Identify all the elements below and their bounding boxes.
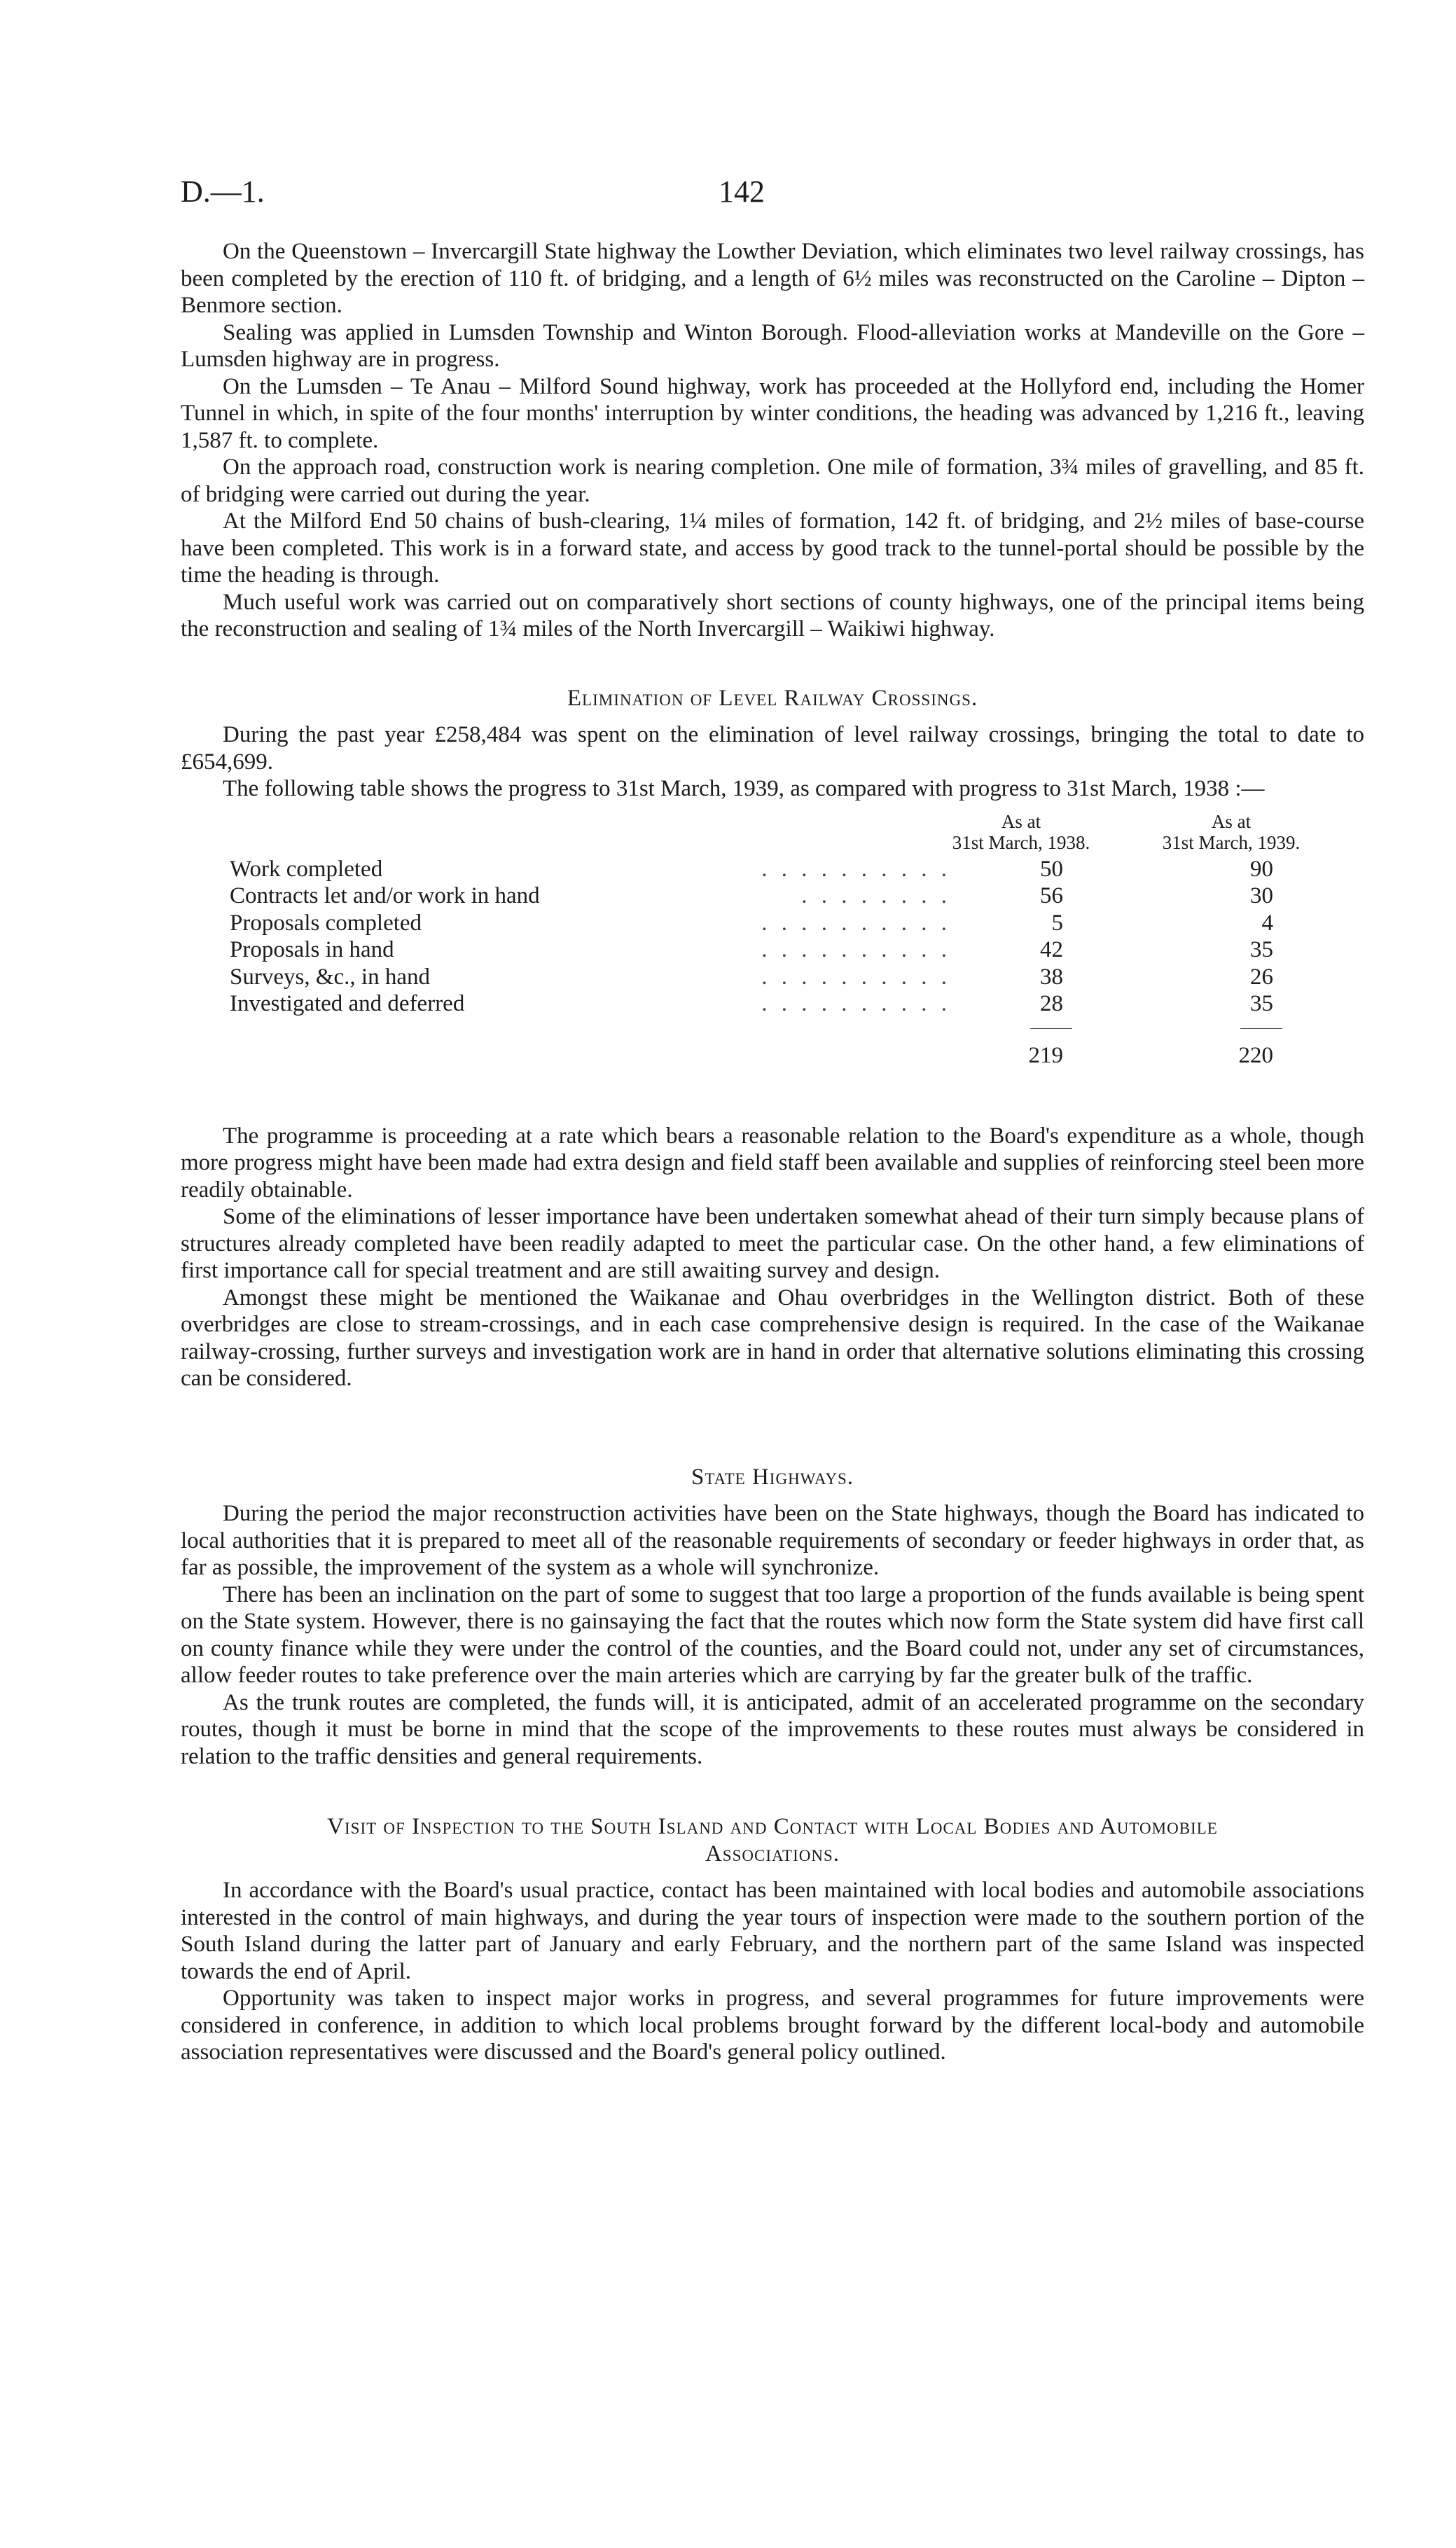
value-1938: 50 (1040, 856, 1063, 882)
table-total-row (230, 1042, 1406, 1069)
value-1939: 30 (1250, 883, 1273, 908)
value-1939: 35 (1250, 991, 1273, 1016)
value-1938: 5 (1051, 910, 1063, 936)
table-row (230, 882, 1406, 910)
column-header-line: As at (1211, 810, 1252, 832)
intro-paragraph: Much useful work was carried out on comparatively short sections of county highways, one of the principal items being the reconstruction and sealing of 1¾ miles of the North Invercargill – Waikiwi highway. (181, 589, 1364, 642)
document-reference: D.—1. (181, 174, 265, 209)
elimination-paragraph: Amongst these might be mentioned the Waikanae and Ohau overbridges in the Wellington district. Both of these overbridges are close to stream-crossings, and in each case comprehensive design is required. In the case of the Waikanae railway-crossing, further surveys and investigation work are in hand in order that alternative solutions eliminating this crossing can be considered. (181, 1285, 1364, 1391)
elimination-paragraph: Some of the eliminations of lesser importance have been undertaken somewhat ahead of their turn simply because plans of structures already completed have been readily adapted to meet the particular case. On the other hand, a few eliminations of first importance call for special treatment and are still awaiting survey and design. (181, 1204, 1364, 1283)
section-heading-elimination: Elimination of Level Railway Crossings. (567, 685, 978, 711)
intro-paragraph: At the Milford End 50 chains of bush-clearing, 1¼ miles of formation, 142 ft. of bridging, and 2½ miles of base-course have been completed. This work is in a forward state, and access by good track to the tunnel-portal should be possible by the time the heading is through. (181, 508, 1364, 588)
row-leader: . . . . . . . . . . (761, 910, 951, 936)
page-header (181, 174, 1364, 216)
table-row (230, 936, 1406, 964)
column-header-line: As at (1001, 810, 1041, 832)
value-1939: 35 (1250, 937, 1273, 962)
row-label: Proposals completed (230, 910, 422, 936)
elimination-paragraph: The following table shows the progress to 31st March, 1939, as compared with progress to 31st March, 1938 :— (223, 776, 1265, 801)
value-1939: 90 (1250, 856, 1273, 882)
column-header-line: 31st March, 1938. (952, 831, 1090, 853)
total-rule-1939 (1240, 1028, 1282, 1029)
value-1939: 4 (1261, 910, 1273, 936)
total-rule-1938 (1030, 1028, 1072, 1029)
intro-paragraph: Sealing was applied in Lumsden Township and Winton Borough. Flood-alleviation works at Mandeville on the Gore – Lumsden highway are in progress. (181, 319, 1364, 372)
value-1938: 42 (1040, 937, 1063, 962)
column-header-1939 (1154, 811, 1308, 853)
visit-paragraph: Opportunity was taken to inspect major works in progress, and several programmes for future improvements were considered in conference, in addition to which local problems brought forward by the different local-body and automobile association representatives were discussed and the Board's general policy outlined. (181, 1986, 1364, 2065)
column-header-line: 31st March, 1939. (1162, 831, 1301, 853)
intro-paragraph: On the approach road, construction work is nearing completion. One mile of formation, 3¾ miles of gravelling, and 85 ft. of bridging were carried out during the year. (181, 455, 1364, 507)
row-leader: . . . . . . . . . . (761, 991, 951, 1016)
visit-paragraph: In accordance with the Board's usual practice, contact has been maintained with local bodies and automobile associations interested in the control of main highways, and during the year tours of inspection were made to the southern portion of the South Island during the latter part of January and early February, and the northern part of the same Island was inspected towards the end of April. (181, 1878, 1364, 1984)
section-heading-state-highways: State Highways. (691, 1464, 854, 1490)
row-label: Proposals in hand (230, 937, 394, 962)
state-highways-paragraph: There has been an inclination on the part of some to suggest that too large a proportion of the funds available is being spent on the State system. However, there is no gainsaying the fact that the routes which now form the State system did have first call on county finance while they were under the control of the counties, and the Board could not, under any set of circumstances, allow feeder routes to take preference over the main arteries which are carrying by far the greater bulk of the traffic. (181, 1581, 1364, 1688)
page-number: 142 (719, 174, 765, 209)
value-1938: 38 (1040, 964, 1063, 990)
section-heading-visit (181, 1813, 1364, 1867)
row-leader: . . . . . . . . . . (761, 937, 951, 962)
elimination-paragraph: The programme is proceeding at a rate which bears a reasonable relation to the Board's expenditure as a whole, though more progress might have been made had extra design and field staff been available and supplies of reinforcing steel been more readily obtainable. (181, 1123, 1364, 1203)
state-highways-paragraph: During the period the major reconstruction activities have been on the State highways, though the Board has indicated to local authorities that it is prepared to meet all of the reasonable requirements of secondary or feeder highways in order that, as far as possible, the improvement of the system as a whole will synchronize. (181, 1501, 1364, 1580)
row-label: Contracts let and/or work in hand (230, 883, 540, 908)
table-row (230, 990, 1406, 1018)
value-1938: 56 (1040, 883, 1063, 908)
total-1939: 220 (1238, 1042, 1273, 1068)
table-row (230, 964, 1406, 991)
row-label: Surveys, &c., in hand (230, 964, 430, 990)
total-1938: 219 (1028, 1042, 1063, 1068)
row-leader: . . . . . . . . . . (761, 964, 951, 990)
progress-table (181, 811, 1364, 1095)
value-1938: 28 (1040, 991, 1063, 1016)
row-leader: . . . . . . . . . . (761, 856, 951, 882)
table-row (230, 856, 1406, 883)
page-body (181, 238, 1364, 2066)
table-row (230, 910, 1406, 937)
state-highways-paragraph: As the trunk routes are completed, the funds will, it is anticipated, admit of an accelerated programme on the secondary routes, though it must be borne in mind that the scope of the improvements to these routes must always be considered in relation to the traffic densities and general requirements. (181, 1689, 1364, 1769)
row-label: Work completed (230, 856, 383, 882)
intro-paragraph: On the Lumsden – Te Anau – Milford Sound highway, work has proceeded at the Hollyford end, including the Homer Tunnel in which, in spite of the four months' interruption by winter conditions, the heading was advanced by 1,216 ft., leaving 1,587 ft. to complete. (181, 373, 1364, 453)
row-label: Investigated and deferred (230, 991, 465, 1016)
heading-line: Visit of Inspection to the South Island and Contact with Local Bodies and Automobile (327, 1814, 1218, 1839)
heading-line: Associations. (705, 1841, 840, 1867)
elimination-paragraph: During the past year £258,484 was spent on the elimination of level railway crossings, bringing the total to date to £654,699. (181, 722, 1364, 775)
value-1939: 26 (1250, 964, 1273, 990)
column-header-1938 (944, 811, 1098, 853)
intro-paragraph: On the Queenstown – Invercargill State highway the Lowther Deviation, which eliminates two level railway crossings, has been completed by the erection of 110 ft. of bridging, and a length of 6½ miles was reconstructed on the Caroline – Dipton – Benmore section. (181, 239, 1364, 318)
row-leader: . . . . . . . . (801, 883, 951, 908)
